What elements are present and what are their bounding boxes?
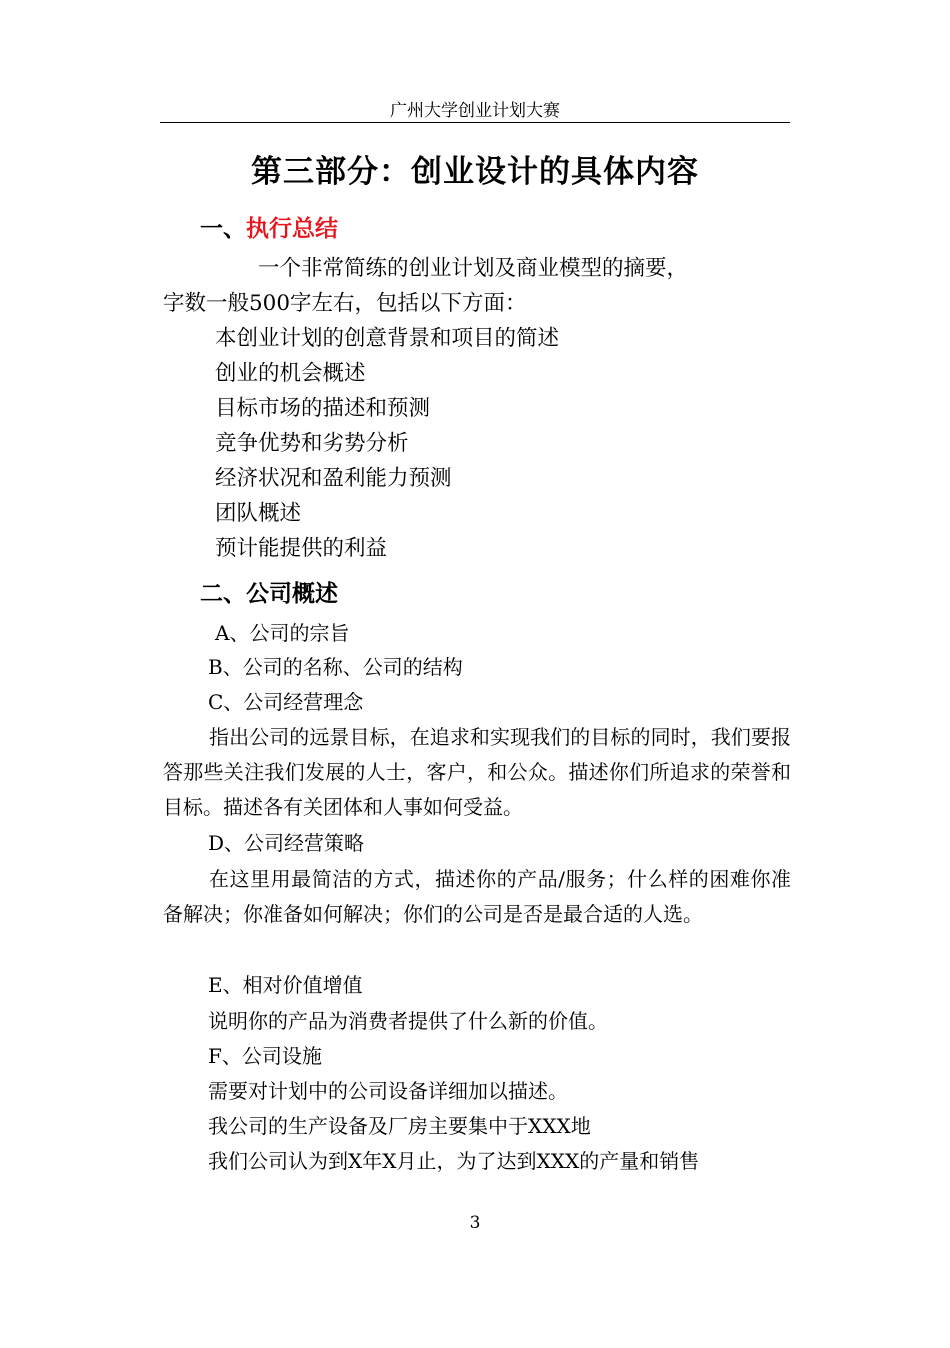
summary-item: 创业的机会概述 — [215, 361, 366, 386]
summary-item: 团队概述 — [215, 501, 302, 526]
section-heading-summary — [200, 210, 338, 243]
summary-item: 本创业计划的创意背景和项目的简述 — [215, 326, 560, 351]
running-header: 广州大学创业计划大赛 — [390, 101, 560, 121]
subsection-a: A、公司的宗旨 — [215, 621, 350, 645]
subsection-c: C、公司经营理念 — [208, 690, 364, 714]
intro-line-2: 字数一般500字左右，包括以下方面： — [163, 291, 527, 316]
paragraph-f-1: 需要对计划中的公司设备详细加以描述。 — [208, 1079, 568, 1103]
paragraph-e: 说明你的产品为消费者提供了什么新的价值。 — [208, 1009, 608, 1033]
header-rule — [160, 122, 790, 123]
paragraph-d: 在这里用最简洁的方式，描述你的产品/服务；什么样的困难你准备解决；你准备如何解决；你们的公司是否是最合适的人选。 — [163, 867, 791, 926]
section-heading-company: 二、公司概述 — [200, 581, 338, 607]
subsection-f: F、公司设施 — [208, 1044, 322, 1068]
section-title: 执行总结 — [246, 216, 338, 242]
intro-line-1: 一个非常简练的创业计划及商业模型的摘要， — [258, 256, 689, 281]
section-number: 一、 — [200, 216, 246, 242]
subsection-d: D、公司经营策略 — [208, 831, 365, 855]
summary-item: 经济状况和盈利能力预测 — [215, 466, 452, 491]
paragraph-f-3: 我们公司认为到X年X月止，为了达到XXX的产量和销售 — [208, 1149, 700, 1173]
summary-item: 目标市场的描述和预测 — [215, 396, 431, 421]
page-title: 第三部分：创业设计的具体内容 — [251, 154, 699, 190]
page-number: 3 — [469, 1213, 481, 1233]
summary-item: 竞争优势和劣势分析 — [215, 431, 409, 456]
summary-item: 预计能提供的利益 — [215, 536, 388, 561]
subsection-e: E、相对价值增值 — [208, 973, 363, 997]
paragraph-c: 指出公司的远景目标，在追求和实现我们的目标的同时，我们要报答那些关注我们发展的人士，客户，和公众。描述你们所追求的荣誉和目标。描述各有关团体和人事如何受益。 — [163, 725, 791, 819]
paragraph-f-2: 我公司的生产设备及厂房主要集中于XXX地 — [208, 1114, 591, 1138]
subsection-b: B、公司的名称、公司的结构 — [208, 655, 463, 679]
